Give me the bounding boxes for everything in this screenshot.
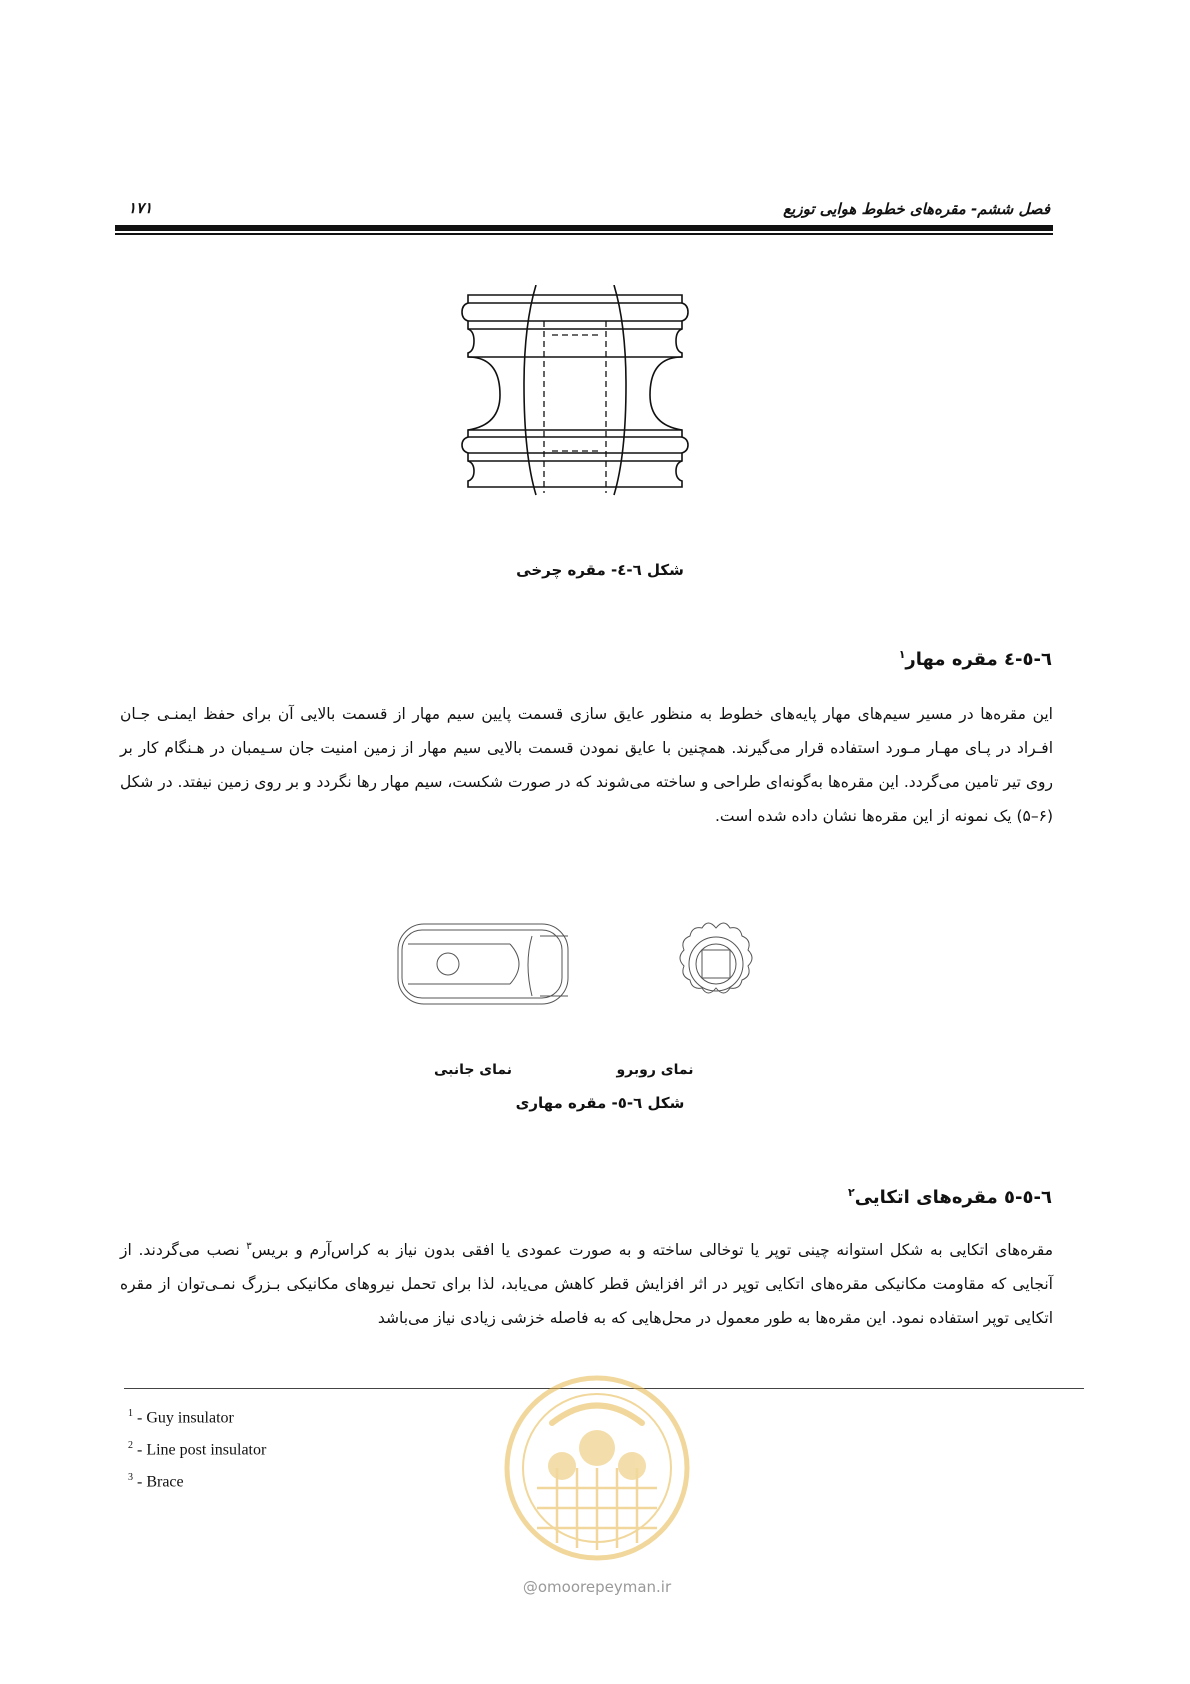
footnote-ref: ۱ [898, 648, 906, 661]
section-heading-line-post-insulator: ٦-٥-٥ مقره‌های اتکایی$^۲$ [847, 1186, 1052, 1208]
section-heading-guy-insulator: ٦-٥-٤ مقره مهار$^۱$ [898, 648, 1052, 670]
spool-insulator-drawing [460, 285, 740, 535]
footnote-ref: ۲ [847, 1186, 855, 1199]
side-view-label: نمای جانبی [433, 1062, 513, 1078]
at-icon: @ [522, 1578, 538, 1596]
watermark-url: @omoorepeyman.ir [522, 1578, 672, 1596]
header-rule-thin [115, 233, 1053, 235]
footnote-ref: ۳ [246, 1240, 252, 1252]
footnote-1: $^1$ - Guy insulator [128, 1408, 234, 1427]
figure-6-5-caption: شکل ٦-٥- مقره مهاری [515, 1094, 685, 1112]
watermark-logo [492, 1368, 702, 1568]
footnote-2: $^2$ - Line post insulator [128, 1440, 267, 1459]
figure-6-4-caption: شکل ٦-٤- مقره چرخی [516, 561, 684, 579]
guy-insulator-paragraph: این مقره‌ها در مسیر سیم‌های مهار پایه‌های خطوط به منظور عایق سازی قسمت پایین سیم مهار از قسمت بالایی آن برای حفظ ایمنـی جـان افـراد در پـای مهـار مـورد استفاده قرار می‌گیرند. همچنین با عایق نمودن قسمت بالایی سیم مهار از زمین امنیت جان سـیمبان در هـنگام کار بر روی تیر تامین می‌گردد. این مقره‌ها به‌گونه‌ای طراحی و ساخته می‌شوند که در صورت شکست، سیم مهار رها نگردد و بر روی زمین نیفتد. در شکل (۶–۵) یک نمونه از این مقره‌ها نشان داده شده است. [120, 705, 1053, 825]
chapter-title: فصل ششم- مقره‌های خطوط هوایی توزیع [783, 200, 1050, 218]
page-number: ۱۷۱ [128, 199, 153, 217]
front-view-label: نمای روبرو [616, 1062, 694, 1078]
footnote-3: $^3$ - Brace [128, 1472, 184, 1491]
header-rule-thick [115, 225, 1053, 231]
guy-insulator-drawing [390, 908, 790, 1018]
line-post-insulator-paragraph: مقره‌های اتکایی به شکل استوانه چینی توپر یا توخالی ساخته و به صورت عمودی یا افقی بدون نیاز به کراس‌آرم و بریس$^۳$ نصب می‌گردند. از آنجایی که مقاومت مکانیکی مقره‌های اتکایی توپر در اثر افزایش قطر کاهش می‌یابد، لذا برای تحمل نیروهای مکانیکی بـزرگ نمـی‌توان از مقره اتکایی توپر استفاده نمود. این مقره‌ها به طور معمول در محل‌هایی که به فاصله خزشی زیادی نیاز می‌باشد [120, 1240, 1053, 1327]
